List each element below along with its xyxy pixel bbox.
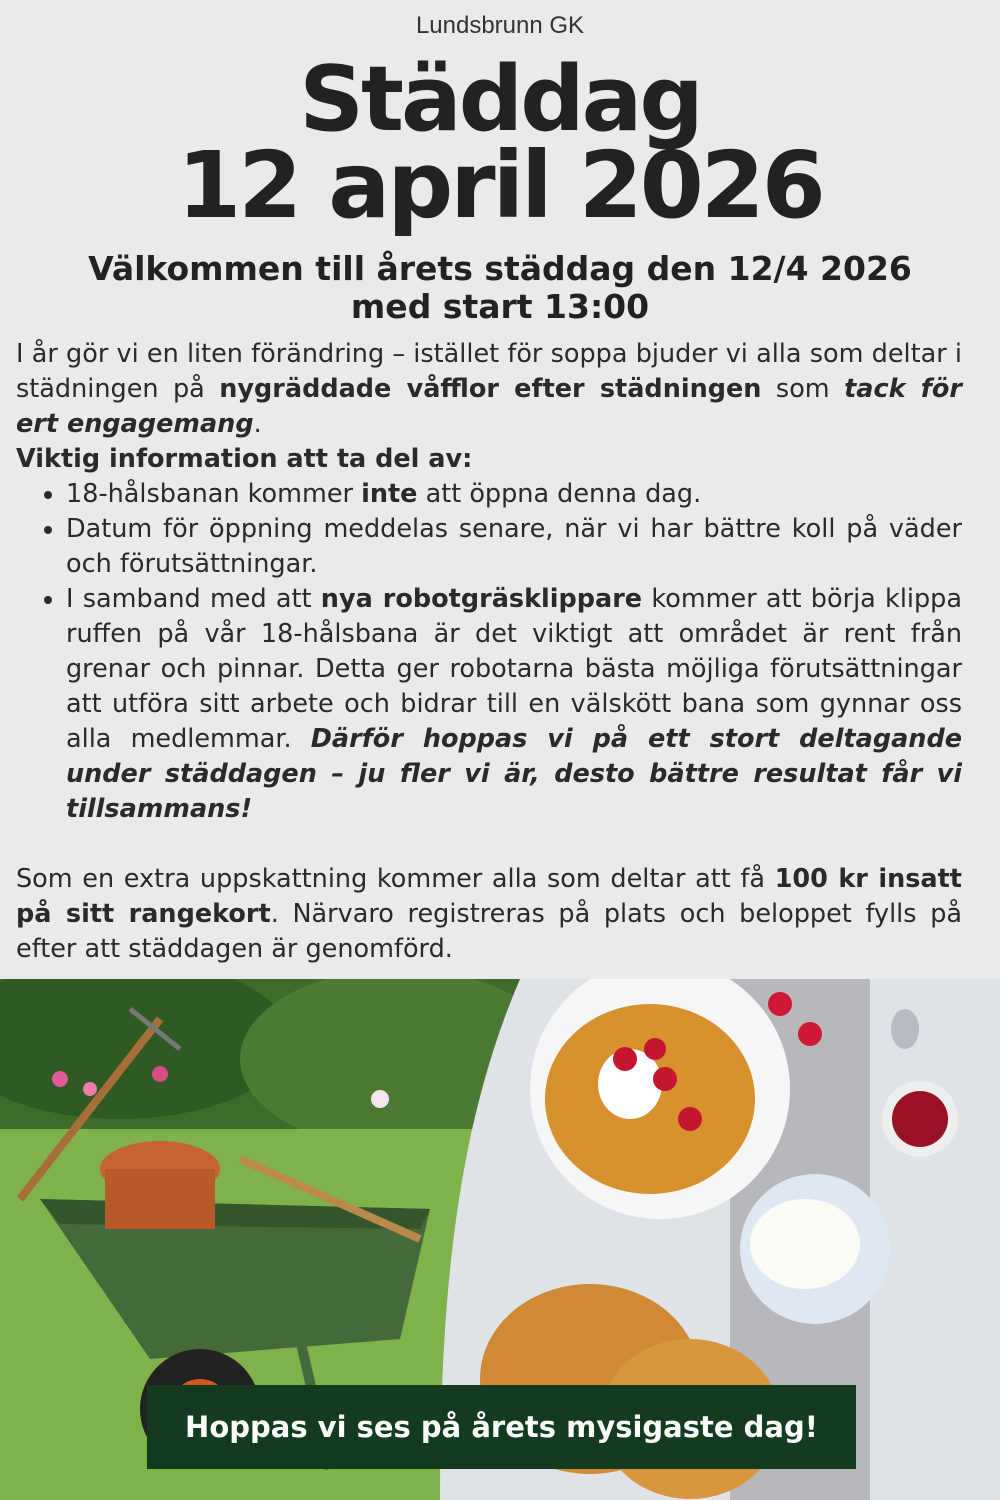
item3-bold-italic: Därför hoppas vi på ett stort deltagande under städdagen – ju fler vi är, desto bättre resultat får vi tillsammans!	[66, 724, 962, 824]
item3-text-2: kommer att börja klippa ruffen på vår 18-hålsbana är det viktigt att området är rent från grenar och pinnar. Detta ger robotarna bästa möjliga förutsättningar att utföra sitt arbete och bidrar till en välskött bana som gynnar oss alla medlemmar.	[66, 584, 962, 754]
body-text	[16, 337, 962, 967]
info-heading-text: Viktig information att ta del av:	[16, 444, 473, 474]
item1-text-2: att öppna denna dag.	[417, 479, 702, 509]
item1-text: 18-hålsbanan kommer	[66, 479, 362, 509]
list-item	[66, 582, 962, 827]
info-list	[16, 477, 962, 827]
info-heading	[16, 442, 962, 477]
list-item	[66, 477, 962, 512]
item1-bold: inte	[361, 479, 418, 509]
bonus-text: Som en extra uppskattning kommer alla som deltar att få	[16, 864, 775, 894]
intro-text-3: .	[253, 409, 262, 439]
intro-bold: nygräddade våfflor efter städningen	[219, 374, 762, 404]
closing-banner	[147, 1385, 856, 1469]
intro-text: I år gör vi en liten förändring – istället för soppa bjuder vi alla som deltar i städningen på	[16, 339, 962, 404]
item3-bold: nya robotgräsklippare	[320, 584, 643, 614]
list-item	[66, 512, 962, 582]
subtitle-line-2: med start 13:00	[350, 287, 650, 326]
bonus-bold: 100 kr insatt på sitt rangekort	[16, 864, 962, 929]
banner-text: Hoppas vi ses på årets mysigaste dag!	[185, 1410, 818, 1444]
page-title-date: 12 april 2026	[177, 132, 823, 239]
intro-italic: tack för ert engagemang	[16, 374, 962, 439]
club-name: Lundsbrunn GK	[415, 12, 585, 39]
item2-text: Datum för öppning meddelas senare, när vi har bättre koll på väder och förutsättningar.	[66, 514, 962, 579]
item3-text: I samband med att	[66, 584, 321, 614]
page-title: Städdag	[299, 47, 701, 152]
intro-paragraph	[16, 337, 962, 442]
intro-text-2: som	[761, 374, 845, 404]
subtitle-line-1: Välkommen till årets städdag den 12/4 2026	[88, 249, 912, 288]
bonus-paragraph	[16, 862, 962, 967]
welcome-subtitle	[20, 250, 980, 326]
bonus-text-2: . Närvaro registreras på plats och beloppet fylls på efter att städdagen är genomförd.	[16, 899, 963, 964]
